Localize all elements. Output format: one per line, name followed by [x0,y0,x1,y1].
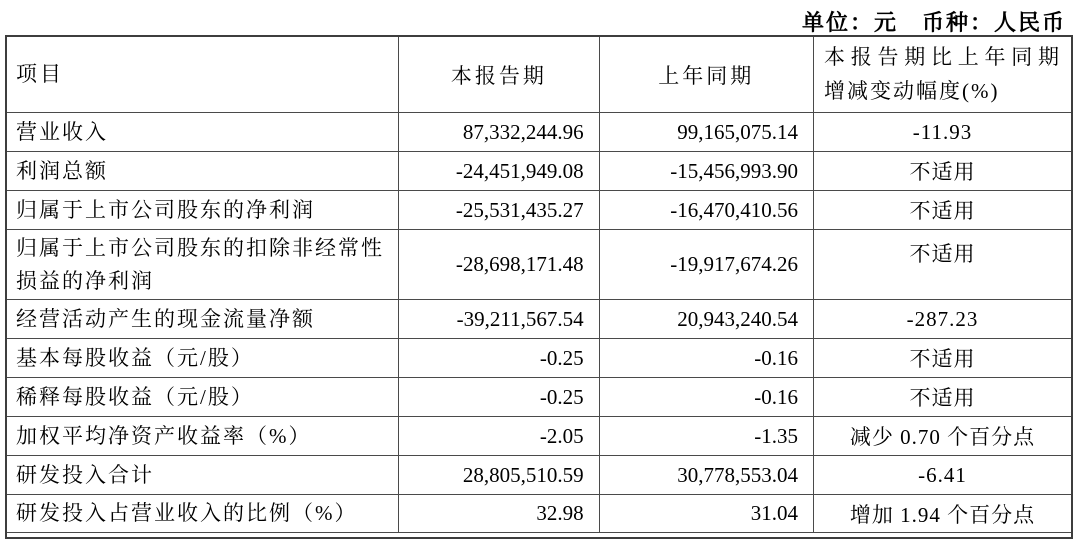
item-cell: 稀释每股收益（元/股） [7,378,399,417]
column-header-item: 项目 [7,37,399,113]
item-cell: 研发投入合计 [7,456,399,495]
item-cell: 归属于上市公司股东的净利润 [7,191,399,230]
item-cell: 利润总额 [7,152,399,191]
change-cell: 不适用 [814,152,1072,191]
item-cell: 加权平均净资产收益率（%） [7,417,399,456]
current-period-cell: 87,332,244.96 [399,113,600,152]
current-period-cell: -2.05 [399,417,600,456]
current-period-cell: 32.98 [399,495,600,533]
table-row [7,230,1071,300]
column-header-current-period: 本报告期 [399,37,600,113]
prior-period-cell: -16,470,410.56 [599,191,813,230]
prior-period-cell: -0.16 [599,378,813,417]
prior-period-cell: 20,943,240.54 [599,300,813,339]
column-header-change-line2: 增减变动幅度(%) [824,78,1000,103]
current-period-cell: -0.25 [399,339,600,378]
change-cell: 不适用 [814,230,1072,300]
change-cell: 减少 0.70 个百分点 [814,417,1072,456]
prior-period-cell: -0.16 [599,339,813,378]
prior-period-cell: 30,778,553.04 [599,456,813,495]
item-cell: 研发投入占营业收入的比例（%） [7,495,399,533]
header-row [7,37,1071,113]
prior-period-cell: -15,456,993.90 [599,152,813,191]
change-cell: -6.41 [814,456,1072,495]
table-row [7,456,1071,495]
financial-summary-table-wrap [5,35,1073,539]
table-row [7,113,1071,152]
unit-label: 单位：元 [801,10,898,35]
table-row [7,339,1071,378]
table-row [7,152,1071,191]
financial-summary-table [7,37,1071,533]
table-row [7,378,1071,417]
current-period-cell: -25,531,435.27 [399,191,600,230]
column-header-change [814,37,1072,113]
currency-label: 币种：人民币 [921,10,1066,35]
column-header-prior-period: 上年同期 [599,37,813,113]
current-period-cell: -39,211,567.54 [399,300,600,339]
current-period-cell: -28,698,171.48 [399,230,600,300]
table-row [7,300,1071,339]
item-cell: 基本每股收益（元/股） [7,339,399,378]
prior-period-cell: 99,165,075.14 [599,113,813,152]
table-row [7,191,1071,230]
change-cell: 不适用 [814,339,1072,378]
prior-period-cell: -19,917,674.26 [599,230,813,300]
change-cell: 不适用 [814,378,1072,417]
change-cell: 增加 1.94 个百分点 [814,495,1072,533]
table-row [7,417,1071,456]
table-row [7,495,1071,533]
change-cell: -287.23 [814,300,1072,339]
unit-currency-line [0,0,1080,35]
current-period-cell: 28,805,510.59 [399,456,600,495]
column-header-change-line1: 本报告期比上年同期 [824,45,1061,69]
current-period-cell: -0.25 [399,378,600,417]
current-period-cell: -24,451,949.08 [399,152,600,191]
change-cell: -11.93 [814,113,1072,152]
prior-period-cell: 31.04 [599,495,813,533]
item-cell: 经营活动产生的现金流量净额 [7,300,399,339]
change-cell: 不适用 [814,191,1072,230]
item-cell: 归属于上市公司股东的扣除非经常性损益的净利润 [7,230,399,300]
prior-period-cell: -1.35 [599,417,813,456]
item-cell: 营业收入 [7,113,399,152]
